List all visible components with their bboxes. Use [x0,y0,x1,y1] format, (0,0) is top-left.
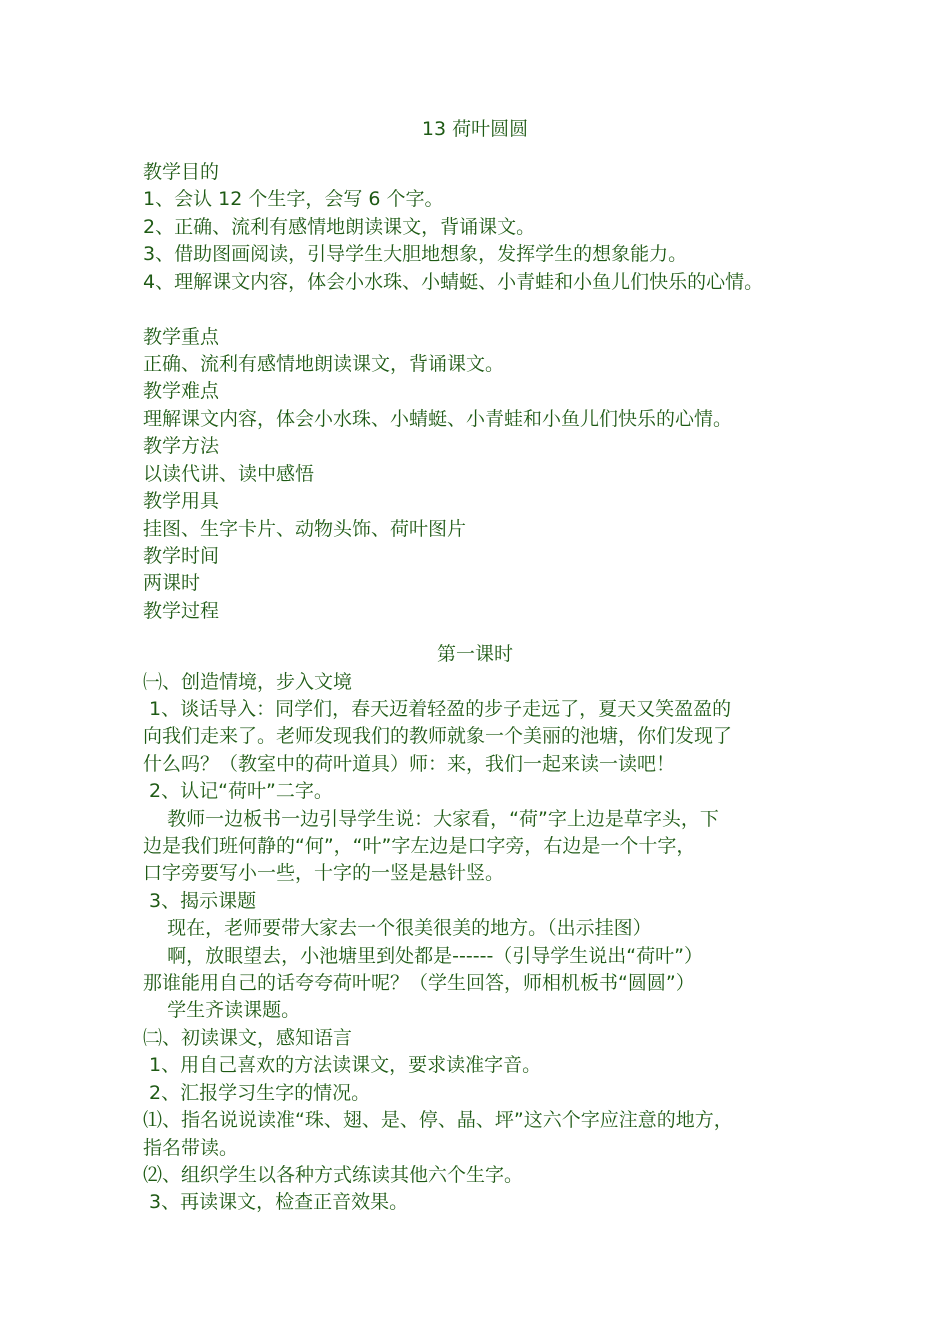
lesson1-line: 口字旁要写小一些，十字的一竖是悬针竖。 [143,862,505,884]
method-text: 以读代讲、读中感悟 [143,463,315,485]
objective-item: 4、理解课文内容，体会小水珠、小蜻蜓、小青蛙和小鱼儿们快乐的心情。 [143,271,764,293]
objective-item: 1、会认 12 个生字，会写 6 个字。 [143,188,444,210]
objective-item: 3、借助图画阅读，引导学生大胆地想象，发挥学生的想象能力。 [143,243,688,265]
lesson1-line: 3、再读课文，检查正音效果。 [143,1191,409,1213]
method-heading: 教学方法 [143,435,220,457]
difficulty-heading: 教学难点 [143,380,220,402]
objectives-heading: 教学目的 [143,161,220,183]
lesson1-line: 现在，老师要带大家去一个很美很美的地方。（出示挂图） [143,917,652,939]
lesson1-line: 2、汇报学习生字的情况。 [143,1082,371,1104]
lesson1-line: 1、谈话导入：同学们，春天迈着轻盈的步子走远了，夏天又笑盈盈的 [143,698,732,720]
lesson1-line: ⑴、指名说说读准“珠、翅、是、停、晶、坪”这六个字应注意的地方， [143,1109,733,1131]
lesson1-line: 那谁能用自己的话夸夸荷叶呢？（学生回答，师相机板书“圆圆”） [143,972,695,994]
lesson1-heading: 第一课时 [436,643,513,665]
tools-heading: 教学用具 [143,490,220,512]
objective-item: 2、正确、流利有感情地朗读课文，背诵课文。 [143,216,536,238]
lesson1-line: 学生齐读课题。 [143,999,301,1021]
lesson1-line: 指名带读。 [143,1137,239,1159]
lesson1-line: 教师一边板书一边引导学生说：大家看，“荷”字上边是草字头，下 [143,808,719,830]
lesson1-line: 2、认记“荷叶”二字。 [143,780,333,802]
lesson1-line: 1、用自己喜欢的方法读课文，要求读准字音。 [143,1054,542,1076]
lesson1-line: ⑵、组织学生以各种方式练读其他六个生字。 [143,1164,524,1186]
lesson1-line: 啊，放眼望去，小池塘里到处都是------（引导学生说出“荷叶”） [143,945,703,967]
lesson1-line: 向我们走来了。老师发现我们的教师就象一个美丽的池塘，你们发现了 [143,725,733,747]
lesson1-line: ㈡、初读课文，感知语言 [143,1027,353,1049]
lesson1-line: ㈠、创造情境，步入文境 [143,671,353,693]
focus-heading: 教学重点 [143,326,220,348]
document-title: 13 荷叶圆圆 [421,118,529,140]
lesson1-line: 边是我们班何静的“何”，“叶”字左边是口字旁，右边是一个十字， [143,835,696,857]
focus-text: 正确、流利有感情地朗读课文，背诵课文。 [143,353,505,375]
time-text: 两课时 [143,572,201,594]
lesson1-line: 什么吗？（教室中的荷叶道具）师：来，我们一起来读一读吧！ [143,753,676,775]
time-heading: 教学时间 [143,545,220,567]
lesson1-line: 3、揭示课题 [143,890,257,912]
tools-text: 挂图、生字卡片、动物头饰、荷叶图片 [143,518,467,540]
difficulty-text: 理解课文内容，体会小水珠、小蜻蜓、小青蛙和小鱼儿们快乐的心情。 [143,408,733,430]
process-heading: 教学过程 [143,600,220,622]
